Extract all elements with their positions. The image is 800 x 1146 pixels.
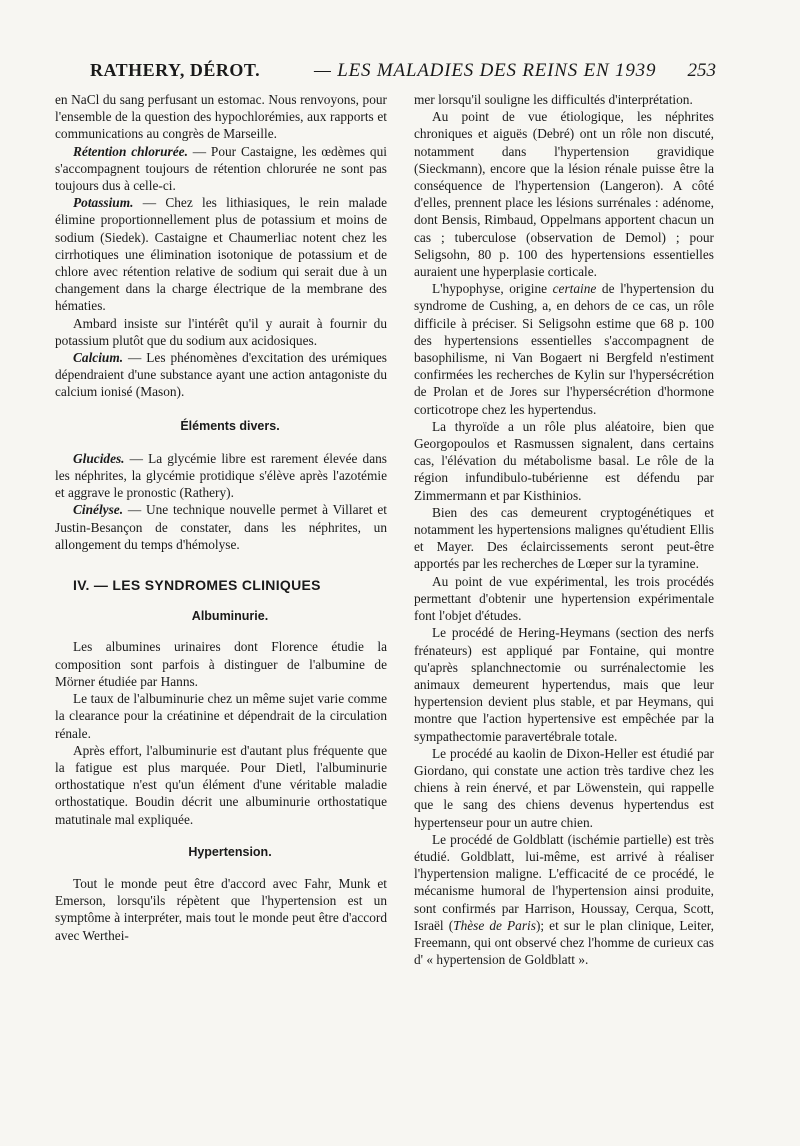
- subsection-heading: Hypertension.: [188, 844, 272, 859]
- paragraph: Le procédé de Hering-Heymans (section des nerfs frénateurs) est appliqué par Fontaine, qui montre qu'après splanchnectomie ou surrénalectomie les animaux demeurent hypertendus, mais que leur hypertension devient plus stable, et par Heymans, qui montre que l'action hypertensive est empêchée par la sympathectomie paravertébrale totale.: [414, 625, 714, 744]
- running-header: [90, 60, 716, 90]
- header-authors: RATHERY, DÉROT.: [90, 60, 261, 80]
- paragraph-label: Glucides.: [73, 450, 125, 466]
- paragraph: Tout le monde peut être d'accord avec Fahr, Munk et Emerson, lorsqu'ils répètent que l'hypertension est un symptôme à interpréter, mais tout le monde peut être d'accord avec Werthei-: [55, 875, 387, 943]
- paragraph: [55, 349, 387, 401]
- paragraph-text: Le procédé de Goldblatt (ischémie partielle) est très étudié. Goldblatt, lui-même, est arrivé à réaliser l'hypertension maligne. L'efficacité de ce procédé, le mécanisme humoral de l'hypertension ainsi produite, sont confirmés par Harrison, Houssay, Cerqua, Scott, Israël (: [414, 831, 714, 933]
- paragraph-text: ); et sur le plan clinique, Leiter, Freemann, qui ont observé chez l'homme de curieux cas d' « hypertension de Goldblatt ».: [414, 917, 714, 968]
- right-column: [414, 91, 714, 968]
- emphasis: Thèse de Paris: [453, 917, 536, 933]
- paragraph-text: — Pour Castaigne, les œdèmes qui s'accompagnent toujours de rétention chlorurée ne sont pas toujours dus à celle-ci.: [55, 143, 387, 194]
- paragraph-label: Potassium.: [73, 195, 134, 211]
- paragraph: [55, 501, 387, 553]
- paragraph-text: — La glycémie libre est rarement élevée dans les néphrites, la glycémie protidique s'élève après l'azotémie et aggrave le pronostic (Rathery).: [55, 450, 387, 501]
- paragraph: Le procédé au kaolin de Dixon-Heller est étudié par Giordano, qui constate une action très tardive chez les chiens à rein énervé, et par Löwenstein, qui rappelle que le sang des chiens devenus hypertendus est hypertenseur pour un autre chien.: [414, 745, 714, 830]
- paragraph-text: — Une technique nouvelle permet à Villaret et Justin-Besançon de constater, dans les néphrites, un allongement du temps d'hémolyse.: [55, 502, 387, 552]
- paragraph: [55, 450, 387, 502]
- paragraph: Ambard insiste sur l'intérêt qu'il y aurait à fournir du potassium plutôt que du sodium aux acidosiques.: [55, 315, 387, 348]
- paragraph: [414, 280, 714, 418]
- paragraph: Au point de vue expérimental, les trois procédés permettant d'obtenir une hypertension expérimentale font l'objet d'études.: [414, 573, 714, 624]
- paragraph: [55, 194, 387, 314]
- page-number: 253: [687, 60, 716, 81]
- paragraph-label: Cinélyse.: [73, 502, 124, 518]
- paragraph: Le taux de l'albuminurie chez un même sujet varie comme la clearance pour la créatinine et dépendrait de la circulation rénale.: [55, 691, 387, 741]
- paragraph-text: de l'hypertension du syndrome de Cushing, a, en dehors de ce cas, un rôle difficile à préciser. Si Seligsohn estime que 68 p. 100 des hypertensions essentielles s'accompagnent de basophilisme, ni Van Bogaert ni Bergfeld n'estiment confirmées les recherches de Kylin sur l'hypersécrétion de Prolan et de Jores sur l'hypersécrétion d'hormone corticotrope chez les hypertendus.: [414, 281, 715, 417]
- paragraph-text: — Les phénomènes d'excitation des urémiques dépendraient d'une substance ayant une action antagoniste du calcium ionisé (Mason).: [55, 350, 387, 400]
- paragraph: Bien des cas demeurent cryptogénétiques et notamment les hypertensions malignes qu'étudient Ellis et Mayer. Des éclaircissements seront peut-être apportés par les recherches de Lœper sur la tyramine.: [414, 504, 714, 572]
- left-column: [55, 91, 387, 944]
- paragraph: Au point de vue étiologique, les néphrites chroniques et aiguës (Debré) ont un rôle non discuté, notamment dans l'hypertension gravidique (Sieckmann), encore que la lésion rénale puisse être la conséquence de l'hypertension (Langeron). A côté d'elles, prennent place les lésions surrénales : adénome, dont Bensis, Rimbaud, Oppelmans apportent chacun un cas ; tuberculose (observation de Demol) ; pour Seligsohn, 80 p. 100 des hypertensions essentielles auraient une hyperplasie corticale.: [414, 109, 714, 280]
- emphasis: certaine: [552, 281, 597, 297]
- paragraph: Après effort, l'albuminurie est d'autant plus fréquente que la fatigue est plus marquée. Pour Dietl, l'albuminurie orthostatique n'est qu'un élément d'une véritable maladie orthostatique. Boudin décrit une albuminurie orthostatique matutinale mal expliquée.: [55, 742, 387, 827]
- paragraph: en NaCl du sang perfusant un estomac. Nous renvoyons, pour l'ensemble de la question des hypochlorémies, aux rapports et communications au congrès de Marseille.: [55, 92, 387, 142]
- paragraph: [414, 831, 714, 969]
- paragraph: mer lorsqu'il souligne les difficultés d'interprétation.: [414, 92, 693, 107]
- paragraph-text: — Chez les lithiasiques, le rein malade élimine proportionnellement plus de potassium et moins de sodium (Siedek). Castaigne et Chaumerliac notent chez les cirrhotiques une élimination isotonique de potassium et de chlore avec rétention relative de sodium qui serait due à un changement dans la charge électrique de la membrane des hématies.: [55, 195, 387, 314]
- paragraph: [55, 143, 387, 195]
- subsection-heading: Éléments divers.: [180, 418, 280, 433]
- paragraph: La thyroïde a un rôle plus aléatoire, bien que Georgopoulos et Rasmussen signalent, dans certains cas, l'élévation du métabolisme basal. Le rôle de la région infundibulo-tubérienne est défendu par Zimmermann et par Kisthinios.: [414, 418, 714, 503]
- subsection-heading: Albuminurie.: [191, 609, 269, 624]
- paragraph-text: L'hypophyse, origine: [432, 281, 548, 297]
- paragraph: Les albumines urinaires dont Florence étudie la composition sont parfois à distinguer de l'albumine de Mörner étudiée par Hanns.: [55, 639, 387, 689]
- section-heading: IV. — LES SYNDROMES CLINIQUES: [73, 577, 321, 594]
- header-title: — LES MALADIES DES REINS EN 1939: [314, 60, 657, 81]
- paragraph-label: Calcium.: [73, 350, 124, 366]
- paragraph-label: Rétention chlorurée.: [73, 143, 188, 159]
